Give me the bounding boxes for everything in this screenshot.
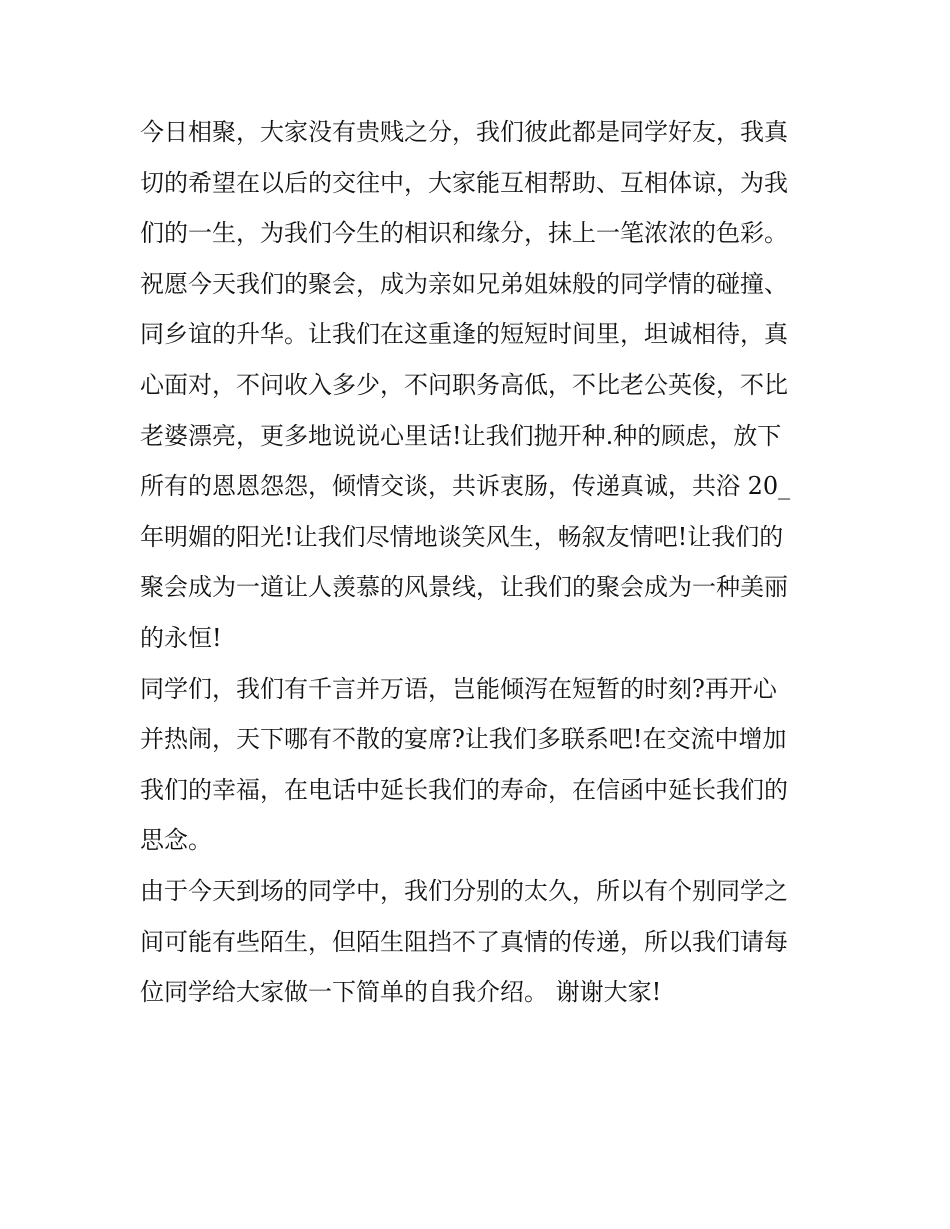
text-line: 切的希望在以后的交往中，大家能互相帮助、互相体谅，为我 bbox=[140, 168, 788, 197]
text-line: 祝愿今天我们的聚会，成为亲如兄弟姐妹般的同学情的碰撞、 bbox=[140, 269, 788, 298]
text-line: 聚会成为一道让人羡慕的风景线，让我们的聚会成为一种美丽 bbox=[140, 573, 788, 602]
text-line: 老婆漂亮，更多地说说心里话!让我们抛开种.种的顾虑，放下 bbox=[140, 421, 782, 450]
text-line: 年明媚的阳光!让我们尽情地谈笑风生，畅叙友情吧!让我们的 bbox=[140, 522, 784, 551]
text-line: 心面对，不问收入多少，不问职务高低，不比老公英俊，不比 bbox=[140, 370, 788, 399]
text-line: 同学们，我们有千言并万语，岂能倾泻在短暂的时刻?再开心 bbox=[140, 674, 777, 703]
text-line: 的永恒! bbox=[140, 623, 222, 652]
document-body bbox=[140, 107, 830, 1018]
text-line: 由于今天到场的同学中，我们分别的太久，所以有个别同学之 bbox=[140, 876, 788, 905]
text-line: 间可能有些陌生，但陌生阻挡不了真情的传递，所以我们请每 bbox=[140, 927, 788, 956]
text-line: 并热闹，天下哪有不散的宴席?让我们多联系吧!在交流中增加 bbox=[140, 725, 787, 754]
text-line: 同乡谊的升华。让我们在这重逢的短短时间里，坦诚相待，真 bbox=[140, 320, 788, 349]
text-line: 所有的恩恩怨怨，倾情交谈，共诉衷肠，传递真诚，共浴 20_ bbox=[140, 472, 791, 501]
text-line: 我们的幸福，在电话中延长我们的寿命，在信函中延长我们的 bbox=[140, 775, 788, 804]
text-line: 位同学给大家做一下简单的自我介绍。 谢谢大家! bbox=[140, 978, 662, 1007]
text-line: 思念。 bbox=[140, 826, 212, 855]
text-line: 今日相聚，大家没有贵贱之分，我们彼此都是同学好友，我真 bbox=[140, 118, 788, 146]
text-line: 们的一生，为我们今生的相识和缘分，抹上一笔浓浓的色彩。 bbox=[140, 219, 788, 248]
